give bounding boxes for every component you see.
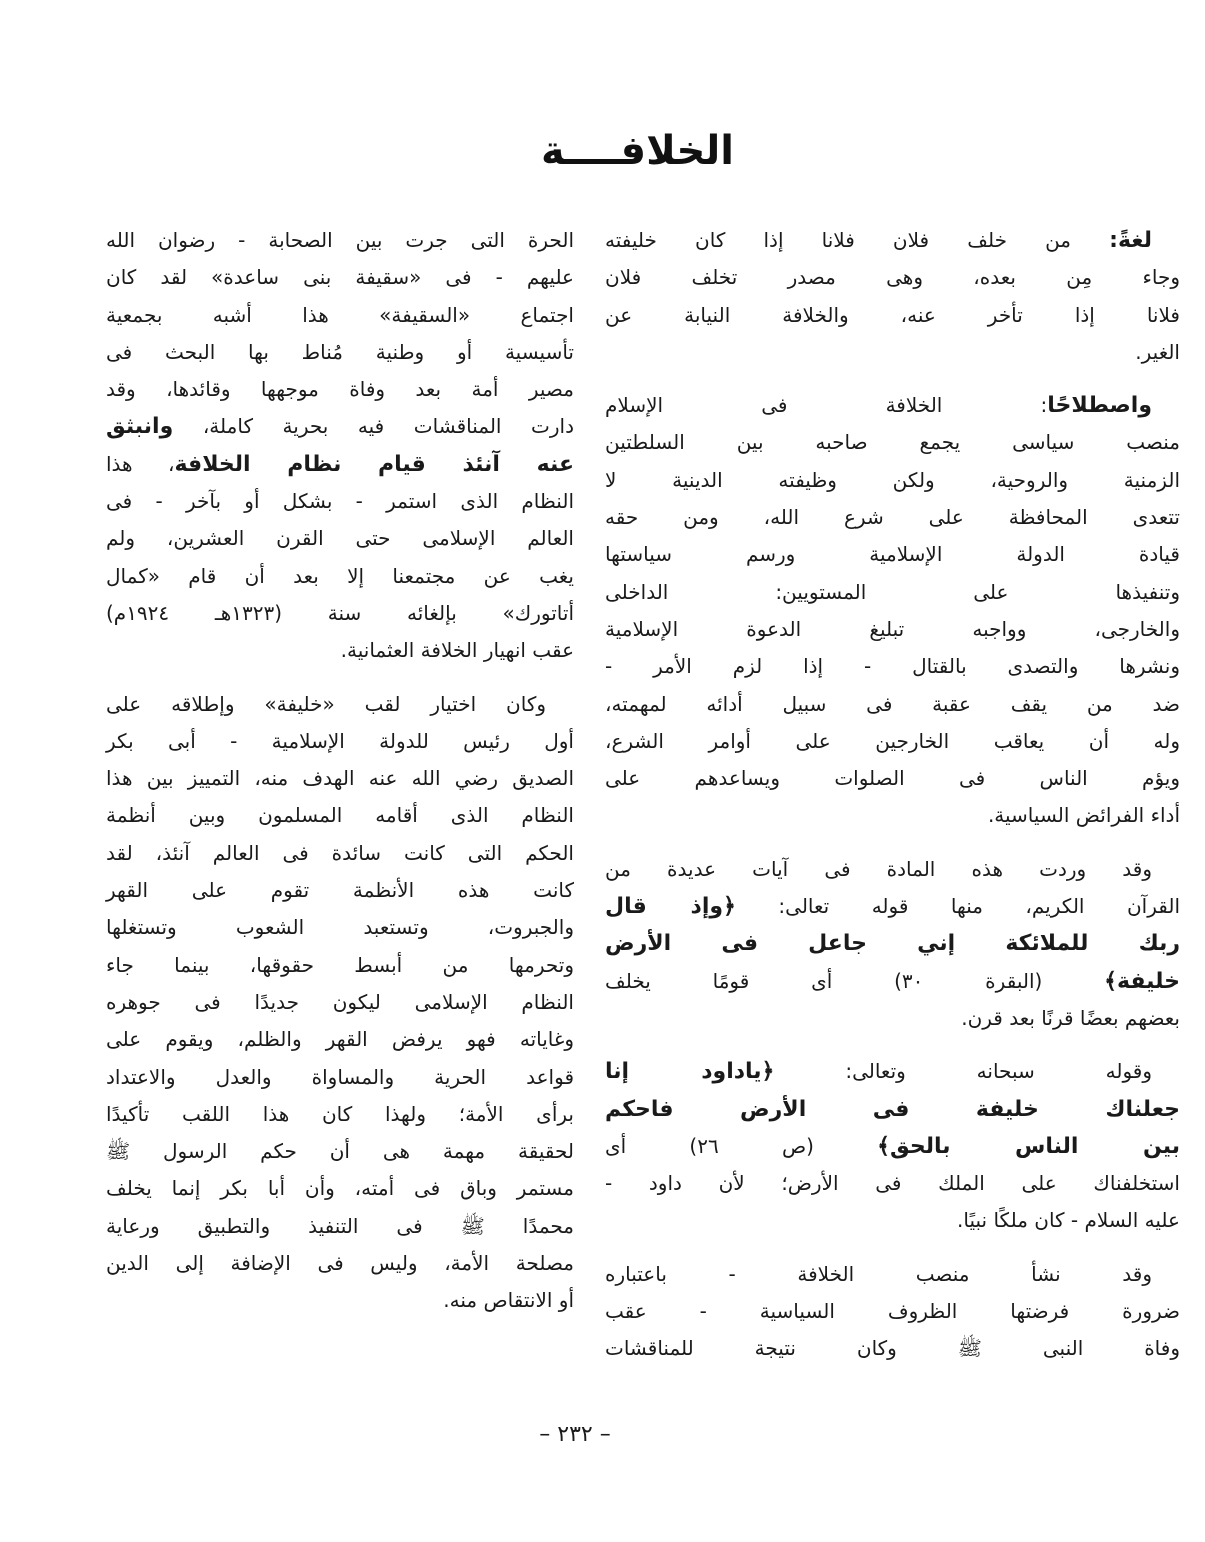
- text-segment: وقوله سبحانه وتعالى:: [774, 1059, 1152, 1084]
- text-segment: تتعدى المحافظة على شرع الله، ومن حقه: [605, 505, 1180, 530]
- text-segment: ضرورة فرضتها الظروف السياسية - عقب: [605, 1299, 1180, 1324]
- text-line: [605, 297, 1180, 334]
- text-line: [106, 1096, 574, 1133]
- text-segment: وغاياته فهو يرفض القهر والظلم، ويقوم على: [106, 1027, 574, 1052]
- text-line: [605, 1053, 1180, 1090]
- text-line: [106, 595, 574, 632]
- text-segment: القرآن الكريم، منها قوله تعالى:: [735, 894, 1180, 919]
- text-line: [106, 520, 574, 557]
- page-number: – ٢٣٢ –: [539, 1422, 611, 1447]
- text-segment: ويؤم الناس فى الصلوات ويساعدهم على: [605, 766, 1180, 791]
- text-segment: مستمر وباق فى أمته، وأن أبا بكر إنما يخلف: [106, 1176, 574, 1201]
- text-line: [106, 872, 574, 909]
- bold-text: خليفة﴾: [1104, 968, 1180, 994]
- paragraph: [605, 851, 1180, 1037]
- text-line: [106, 760, 574, 797]
- text-segment: بعضهم بعضًا قرنًا بعد قرن.: [961, 1005, 1180, 1030]
- paragraph: [605, 1053, 1180, 1239]
- bold-text: عنه آنئذ قيام نظام الخلافة: [174, 451, 574, 477]
- text-segment: العالم الإسلامى حتى القرن العشرين، ولم: [106, 526, 574, 551]
- right-column: [605, 222, 1180, 1384]
- text-line: [106, 1245, 574, 1282]
- text-segment: الحرة التى جرت بين الصحابة - رضوان الله: [106, 228, 574, 252]
- text-segment: : الخلافة فى الإسلام: [605, 393, 1048, 418]
- text-line: [106, 297, 574, 334]
- text-segment: أتاتورك» بإلغائه سنة (١٣٢٣هـ ١٩٢٤م): [106, 600, 574, 625]
- text-segment: وكان اختيار لقب «خليفة» وإطلاقه على: [106, 691, 546, 716]
- bold-text: ربك للملائكة إني جاعل فى الأرض: [605, 931, 1180, 957]
- text-line: [605, 387, 1180, 424]
- text-line: [106, 1133, 574, 1170]
- text-line: [106, 1021, 574, 1058]
- text-line: [605, 1330, 1180, 1367]
- text-segment: والخارجى، وواجبه تبليغ الدعوة الإسلامية: [605, 616, 1180, 641]
- text-segment: اجتماع «السقيفة» هذا أشبه بجمعية: [106, 302, 574, 327]
- text-segment: أداء الفرائض السياسية.: [987, 803, 1180, 828]
- text-segment: الصديق رضي الله عنه الهدف منه، التمييز بين هذا: [106, 766, 574, 791]
- text-line: [605, 1293, 1180, 1330]
- text-line: [106, 797, 574, 834]
- text-line: [605, 648, 1180, 685]
- page-title: [0, 128, 1205, 174]
- text-line: [605, 222, 1180, 259]
- text-line: [605, 760, 1180, 797]
- text-line: [106, 984, 574, 1021]
- text-line: [106, 334, 574, 371]
- text-segment: أو الانتقاص منه.: [443, 1288, 574, 1313]
- bold-text: ﴿وإذ قال: [605, 894, 736, 920]
- text-line: [605, 1128, 1180, 1165]
- text-line: [106, 1170, 574, 1207]
- text-segment: من خلف فلان فلانا إذا كان خليفته: [605, 228, 1110, 252]
- text-segment: وتحرمها من أبسط حقوقها، بينما جاء: [106, 952, 574, 977]
- text-segment: عقب انهيار الخلافة العثمانية.: [340, 638, 574, 663]
- paragraph: [605, 1256, 1180, 1368]
- text-line: [106, 632, 574, 669]
- bold-text: وانبثق: [106, 414, 174, 440]
- text-segment: ونشرها والتصدى بالقتال - إذا لزم الأمر -: [605, 654, 1180, 679]
- text-segment: برأى الأمة؛ ولهذا كان هذا اللقب تأكيدًا: [106, 1101, 574, 1126]
- text-line: [106, 909, 574, 946]
- text-line: [605, 686, 1180, 723]
- text-segment: النظام الإسلامى ليكون جديدًا فى جوهره: [106, 989, 574, 1014]
- text-segment: مصير أمة بعد وفاة موجهها وقائدها، وقد: [106, 377, 574, 402]
- text-segment: وقد وردت هذه المادة فى آيات عديدة من: [605, 856, 1152, 881]
- text-line: [106, 947, 574, 984]
- text-line: [605, 536, 1180, 573]
- page-title-text: الخلافــــة: [540, 128, 735, 174]
- text-line: [106, 446, 574, 483]
- text-line: [605, 334, 1180, 371]
- paragraph: [605, 387, 1180, 835]
- text-segment: قواعد الحرية والمساواة والعدل والاعتداد: [106, 1064, 574, 1089]
- text-line: [605, 1091, 1180, 1128]
- text-segment: وجاء مِن بعده، وهى مصدر تخلف فلان: [605, 265, 1180, 290]
- text-segment: كانت هذه الأنظمة تقوم على القهر: [106, 878, 574, 903]
- text-line: [106, 408, 574, 445]
- text-segment: (البقرة ٣٠) أى قومًا يخلف: [605, 968, 1105, 993]
- text-line: [106, 1059, 574, 1096]
- text-segment: وفاة النبى ﷺ وكان نتيجة للمناقشات: [605, 1336, 1180, 1361]
- bold-text: لغةً:: [1109, 228, 1152, 253]
- text-segment: ضد من يقف عقبة فى سبيل أدائه لمهمته،: [605, 691, 1180, 716]
- text-segment: عليه السلام - كان ملكًا نبيًا.: [957, 1208, 1180, 1233]
- paragraph: [106, 222, 574, 670]
- text-line: [605, 1202, 1180, 1239]
- text-segment: عليهم - فى «سقيفة بنى ساعدة» لقد كان: [106, 265, 574, 290]
- text-segment: دارت المناقشات فيه بحرية كاملة،: [173, 414, 574, 439]
- text-segment: أول رئيس للدولة الإسلامية - أبى بكر: [106, 728, 574, 753]
- text-line: [106, 835, 574, 872]
- text-line: [106, 723, 574, 760]
- text-line: [605, 1165, 1180, 1202]
- text-line: [605, 1000, 1180, 1037]
- text-line: [106, 686, 574, 723]
- text-line: [106, 483, 574, 520]
- bold-text: جعلناك خليفة فى الأرض فاحكم: [605, 1096, 1180, 1122]
- text-segment: فلانا إذا تأخر عنه، والخلافة النيابة عن: [605, 302, 1180, 327]
- text-line: [605, 797, 1180, 834]
- text-line: [605, 611, 1180, 648]
- text-line: [106, 1282, 574, 1319]
- text-line: [605, 888, 1180, 925]
- text-line: [106, 259, 574, 296]
- text-segment: وتنفيذها على المستويين: الداخلى: [605, 579, 1180, 604]
- text-segment: قيادة الدولة الإسلامية ورسم سياستها: [605, 542, 1180, 567]
- text-segment: مصلحة الأمة، وليس فى الإضافة إلى الدين: [106, 1251, 574, 1276]
- bold-text: ﴿ياداود إنا: [605, 1059, 775, 1085]
- text-segment: والجبروت، وتستعبد الشعوب وتستغلها: [106, 915, 574, 940]
- text-segment: وقد نشأ منصب الخلافة - باعتباره: [605, 1261, 1152, 1286]
- text-line: [106, 558, 574, 595]
- text-segment: ، هذا: [106, 451, 175, 476]
- text-segment: النظام الذى أقامه المسلمون وبين أنظمة: [106, 803, 574, 828]
- text-segment: وله أن يعاقب الخارجين على أوامر الشرع،: [605, 728, 1180, 753]
- paragraph: [106, 686, 574, 1320]
- paragraph: [605, 222, 1180, 371]
- text-line: [605, 723, 1180, 760]
- text-line: [605, 574, 1180, 611]
- bold-text: واصطلاحًا: [1047, 393, 1152, 419]
- text-segment: استخلفناك على الملك فى الأرض؛ لأن داود -: [605, 1171, 1180, 1196]
- text-line: [106, 222, 574, 259]
- text-line: [605, 851, 1180, 888]
- bold-text: بين الناس بالحق﴾: [877, 1133, 1180, 1159]
- text-line: [605, 925, 1180, 962]
- left-column: [106, 222, 574, 1336]
- text-segment: النظام الذى استمر - بشكل أو بآخر - فى: [106, 489, 574, 514]
- text-line: [605, 462, 1180, 499]
- text-line: [106, 1208, 574, 1245]
- text-line: [605, 1256, 1180, 1293]
- text-segment: الزمنية والروحية، ولكن وظيفته الدينية لا: [605, 467, 1180, 492]
- text-line: [605, 963, 1180, 1000]
- text-segment: يغب عن مجتمعنا إلا بعد أن قام «كمال: [106, 563, 574, 588]
- text-segment: (ص ٢٦) أى: [605, 1133, 878, 1158]
- text-line: [605, 499, 1180, 536]
- text-line: [106, 371, 574, 408]
- text-segment: لحقيقة مهمة هى أن حكم الرسول ﷺ: [106, 1139, 574, 1164]
- text-line: [605, 424, 1180, 461]
- text-line: [605, 259, 1180, 296]
- text-segment: الغير.: [1135, 339, 1180, 364]
- text-segment: تأسيسية أو وطنية مُناط بها البحث فى: [106, 339, 574, 364]
- text-segment: محمدًا ﷺ فى التنفيذ والتطبيق ورعاية: [106, 1213, 574, 1238]
- text-segment: الحكم التى كانت سائدة فى العالم آنئذ، لقد: [106, 840, 574, 865]
- text-segment: منصب سياسى يجمع صاحبه بين السلطتين: [605, 430, 1180, 455]
